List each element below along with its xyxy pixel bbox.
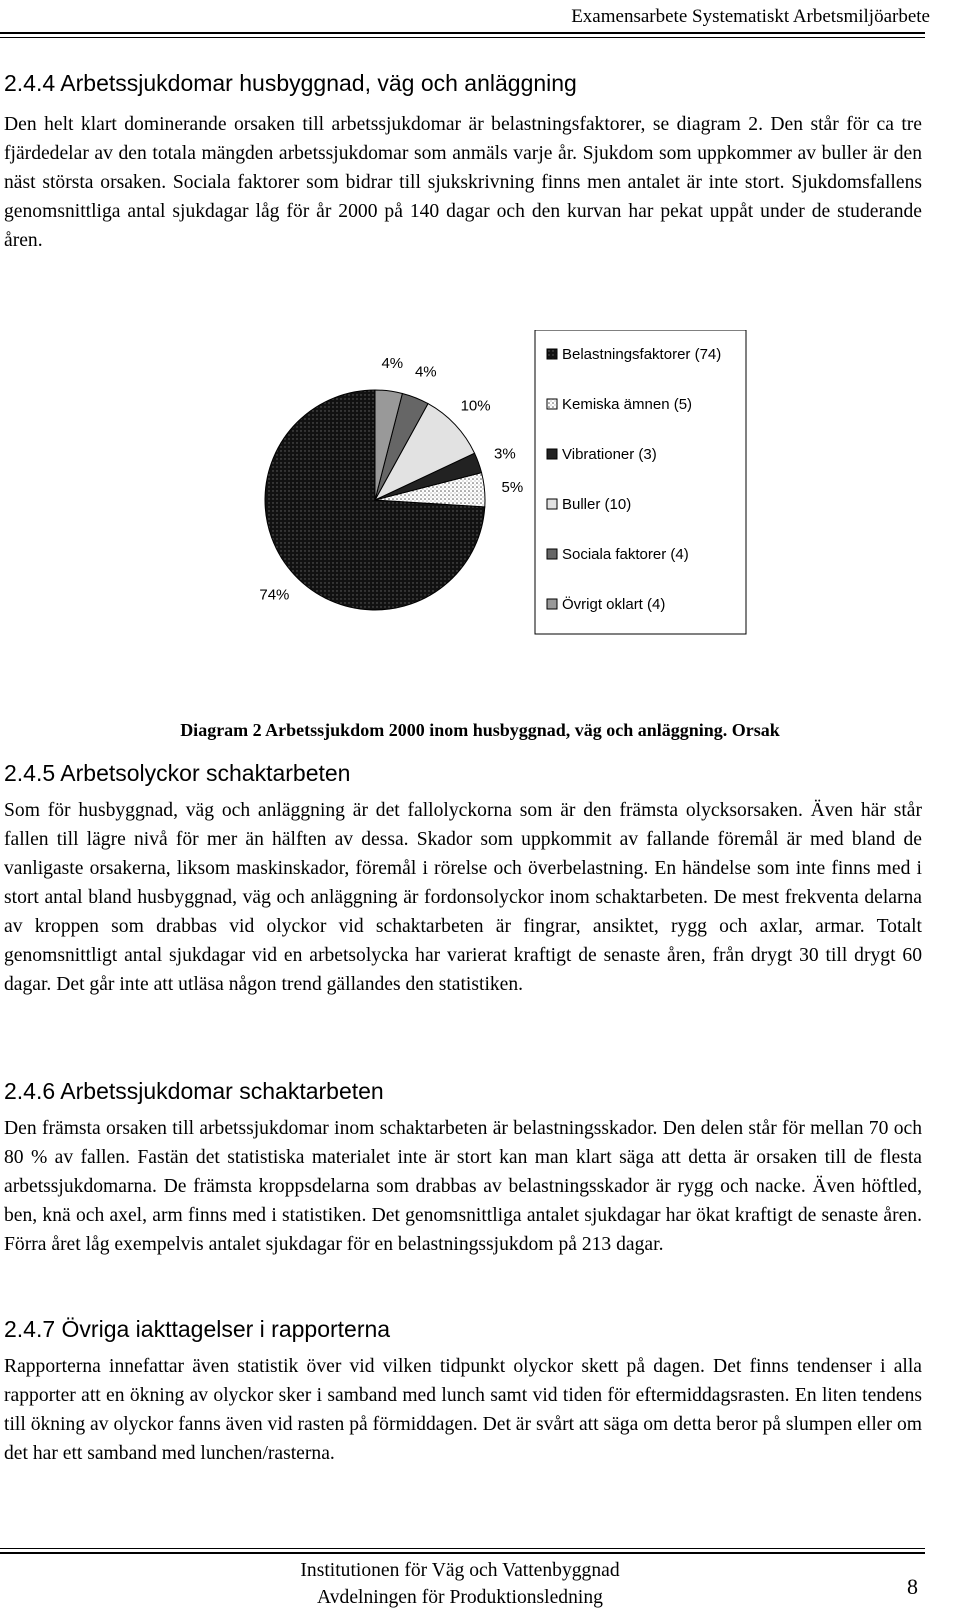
footer-institution: Institutionen för Väg och Vattenbyggnad — [300, 1560, 620, 1581]
footer-rule — [0, 1552, 925, 1554]
section-heading-247: 2.4.7 Övriga iakttagelser i rapporterna — [4, 1316, 391, 1342]
section-heading-246: 2.4.6 Arbetssjukdomar schaktarbeten — [4, 1078, 384, 1104]
section-heading-244: 2.4.4 Arbetssjukdomar husbyggnad, väg och anläggning — [4, 70, 577, 96]
pie-slice-label: 4% — [381, 355, 404, 373]
legend-swatch — [547, 499, 557, 509]
legend-label: Sociala faktorer (4) — [562, 546, 689, 563]
legend-box — [535, 330, 746, 634]
legend-label: Övrigt oklart (4) — [562, 596, 666, 613]
running-header: Examensarbete Systematiskt Arbetsmiljöarbete — [571, 6, 930, 27]
legend-swatch — [547, 549, 557, 559]
legend-swatch — [547, 449, 557, 459]
section-paragraph-246: Den främsta orsaken till arbetssjukdomar inom schaktarbeten är belastningsskador. Den delen står för mellan 70 och 80 % av fallen. Fastän det statistiska materialet inte är stort kan man klart säga att detta är orsaken till de flesta arbetssjukdomarna. De främsta kroppsdelarna som drabbas av belastningsskador är rygg och nacke. Även höftled, ben, knä och axel, arm finns med i statistiken. Det genomsnittliga antalet sjukdagar har ökat kraftigt de senaste åren. Förra året låg exempelvis antalet sjukdagar för en belastningssjukdom på 213 dagar. — [4, 1118, 922, 1255]
footer — [230, 1557, 690, 1611]
page-number: 8 — [907, 1574, 918, 1599]
footer-rule-thin — [0, 1548, 925, 1549]
section-heading-245: 2.4.5 Arbetsolyckor schaktarbeten — [4, 760, 351, 786]
legend-label: Belastningsfaktorer (74) — [562, 346, 722, 363]
pie-slice-label: 10% — [460, 397, 491, 415]
legend-swatch — [547, 349, 557, 359]
pie-slice-label: 74% — [259, 586, 290, 604]
legend-swatch — [547, 599, 557, 609]
legend-swatch — [547, 399, 557, 409]
section-paragraph-245: Som för husbyggnad, väg och anläggning är det fallolyckorna som är den främsta olycksorsaken. Även här står fallen till lägre nivå för mer än hälften av dessa. Skador som uppkommit av fallande föremål är med bland de vanligaste orsakerna, liksom maskinskador, föremål i rörelse och överbelastning. En händelse som inte finns med i stort antal bland husbyggnad, väg och anläggning är fordonsolyckor inom schaktarbeten. De mest frekventa delarna av kroppen som drabbas vid olyckor vid schaktarbeten är fingrar, ansiktet, rygg och axlar, armar. Totalt genomsnittligt antal sjukdagar vid en arbetsolycka har varierat kraftigt de senaste åren, från drygt 30 till drygt 60 dagar. Det går inte att utläsa någon trend gällandes den statistiken. — [4, 800, 922, 995]
legend-label: Kemiska ämnen (5) — [562, 396, 693, 413]
pie-slice-label: 4% — [414, 363, 437, 381]
pie-slice-label: 3% — [493, 445, 516, 463]
pie-slice-label: 5% — [501, 479, 524, 497]
legend-label: Vibrationer (3) — [562, 446, 657, 463]
section-paragraph-244: Den helt klart dominerande orsaken till arbetssjukdomar är belastningsfaktorer, se diagram 2. Den står för ca tre fjärdedelar av den totala mängden arbetssjukdomar som anmäls varje år. Sjukdom som uppkommer av buller är den näst största orsaken. Sociala faktorer som bidrar till sjukskrivning finns men antalet är inte stort. Sjukdomsfallens genomsnittliga antal sjukdagar låg för år 2000 på 140 dagar och den kurvan har pekat uppåt under de studerande åren. — [4, 114, 922, 251]
pie-chart — [220, 330, 760, 640]
chart-caption: Diagram 2 Arbetssjukdom 2000 inom husbyggnad, väg och anläggning. Orsak — [180, 720, 780, 740]
legend-label: Buller (10) — [562, 496, 632, 513]
header-rule — [0, 32, 925, 34]
section-paragraph-247: Rapporterna innefattar även statistik över vid vilken tidpunkt olyckor skett på dagen. Det finns tendenser i alla rapporter att en ökning av olyckor sker i samband med lunch samt vid tiden för eftermiddagsrasten. En liten tendens till ökning av olyckor fanns även vid rasten på förmiddagen. Det är svårt att säga om detta beror på slumpen eller om det har ett samband med lunchen/rasterna. — [4, 1356, 922, 1464]
footer-department: Avdelningen för Produktionsledning — [317, 1587, 603, 1608]
header-rule-thin — [0, 37, 925, 38]
